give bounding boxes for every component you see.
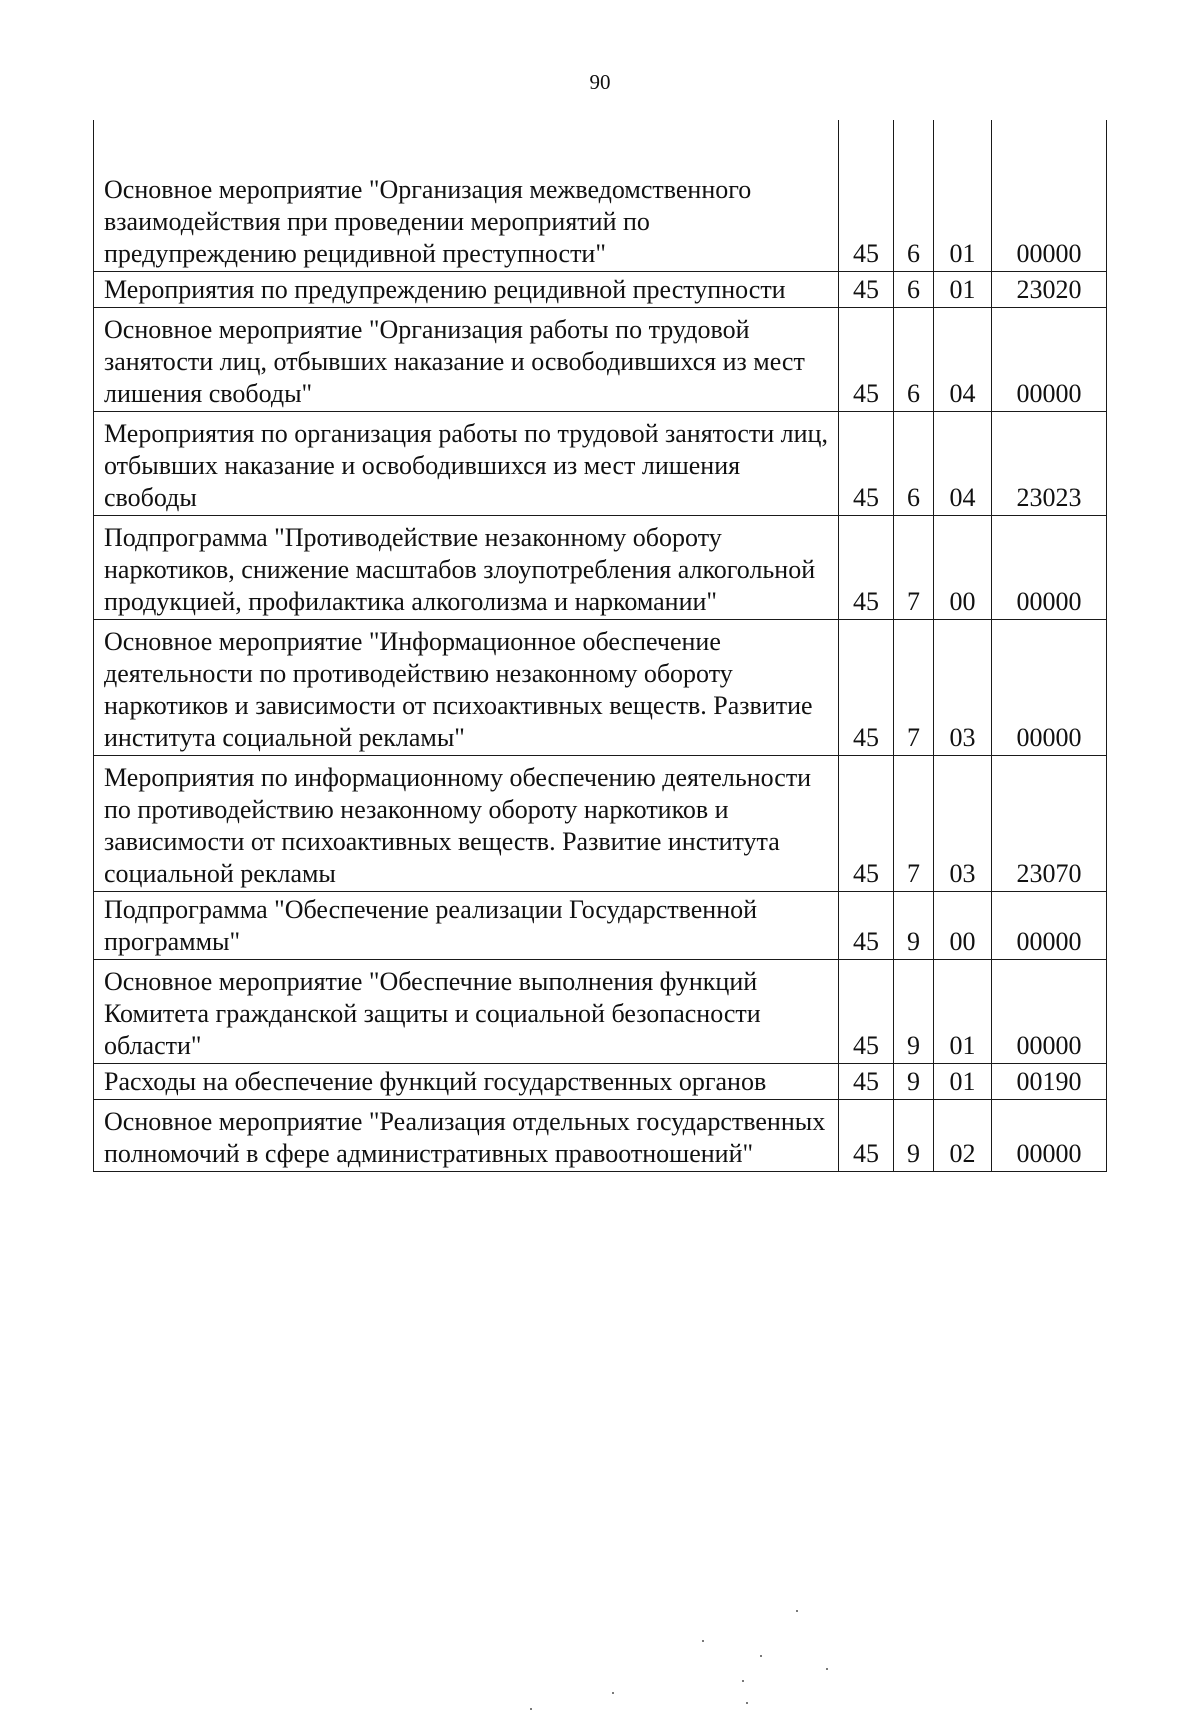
row-description: Мероприятия по информационному обеспечению деятельности по противодействию незаконному обороту наркотиков и зависимости от психоактивных веществ. Развитие института социальной рекламы	[94, 756, 839, 892]
code-cell: 04	[934, 308, 992, 412]
scan-speck	[530, 1708, 532, 1710]
table-row	[94, 272, 1107, 308]
code-cell: 00190	[992, 1064, 1107, 1100]
code-cell: 01	[934, 272, 992, 308]
code-cell: 7	[894, 620, 934, 756]
code-cell: 23020	[992, 272, 1107, 308]
table-row	[94, 620, 1107, 756]
table-row	[94, 960, 1107, 1064]
row-description: Мероприятия по организация работы по трудовой занятости лиц, отбывших наказание и освободившихся из мест лишения свободы	[94, 412, 839, 516]
code-cell: 9	[894, 892, 934, 960]
scan-speck	[760, 1655, 762, 1657]
scan-speck	[612, 1692, 614, 1694]
code-cell: 7	[894, 516, 934, 620]
code-cell: 45	[839, 412, 894, 516]
code-cell: 45	[839, 308, 894, 412]
code-cell: 00000	[992, 308, 1107, 412]
row-description: Основное мероприятие "Информационное обеспечение деятельности по противодействию незаконному обороту наркотиков и зависимости от психоактивных веществ. Развитие института социальной рекламы"	[94, 620, 839, 756]
code-cell: 45	[839, 516, 894, 620]
row-description: Подпрограмма "Обеспечение реализации Государственной программы"	[94, 892, 839, 960]
row-description: Мероприятия по предупреждению рецидивной преступности	[94, 272, 839, 308]
code-cell: 9	[894, 1064, 934, 1100]
scan-speck	[796, 1610, 798, 1612]
code-cell: 45	[839, 1100, 894, 1172]
code-cell: 04	[934, 412, 992, 516]
code-cell: 9	[894, 960, 934, 1064]
code-cell: 45	[839, 120, 894, 272]
code-cell: 03	[934, 620, 992, 756]
code-cell: 6	[894, 272, 934, 308]
scan-speck	[746, 1702, 748, 1704]
code-cell: 23023	[992, 412, 1107, 516]
table-row	[94, 892, 1107, 960]
page-number: 90	[589, 70, 611, 94]
code-cell: 45	[839, 892, 894, 960]
table-row	[94, 412, 1107, 516]
table-row	[94, 756, 1107, 892]
code-cell: 00	[934, 892, 992, 960]
code-cell: 45	[839, 620, 894, 756]
row-description: Основное мероприятие "Организация межведомственного взаимодействия при проведении мероприятий по предупреждению рецидивной преступности"	[94, 120, 839, 272]
table-row	[94, 1064, 1107, 1100]
table-row	[94, 120, 1107, 272]
budget-classification-table	[93, 120, 1107, 1172]
scan-speck	[702, 1640, 704, 1642]
code-cell: 01	[934, 1064, 992, 1100]
code-cell: 00000	[992, 960, 1107, 1064]
row-description: Основное мероприятие "Организация работы по трудовой занятости лиц, отбывших наказание и освободившихся из мест лишения свободы"	[94, 308, 839, 412]
code-cell: 00	[934, 516, 992, 620]
code-cell: 03	[934, 756, 992, 892]
code-cell: 6	[894, 412, 934, 516]
code-cell: 6	[894, 308, 934, 412]
code-cell: 00000	[992, 516, 1107, 620]
code-cell: 9	[894, 1100, 934, 1172]
code-cell: 01	[934, 120, 992, 272]
code-cell: 02	[934, 1100, 992, 1172]
code-cell: 6	[894, 120, 934, 272]
code-cell: 00000	[992, 120, 1107, 272]
code-cell: 45	[839, 272, 894, 308]
table-row	[94, 1100, 1107, 1172]
code-cell: 7	[894, 756, 934, 892]
code-cell: 00000	[992, 1100, 1107, 1172]
code-cell: 45	[839, 756, 894, 892]
code-cell: 23070	[992, 756, 1107, 892]
row-description: Основное мероприятие "Реализация отдельных государственных полномочий в сфере административных правоотношений"	[94, 1100, 839, 1172]
code-cell: 45	[839, 960, 894, 1064]
table-row	[94, 308, 1107, 412]
scan-speck	[826, 1668, 828, 1670]
code-cell: 01	[934, 960, 992, 1064]
scan-speck	[742, 1680, 744, 1682]
code-cell: 00000	[992, 892, 1107, 960]
row-description: Основное мероприятие "Обеспечние выполнения функций Комитета гражданской защиты и социальной безопасности области"	[94, 960, 839, 1064]
table-row	[94, 516, 1107, 620]
row-description: Подпрограмма "Противодействие незаконному обороту наркотиков, снижение масштабов злоупотребления алкогольной продукцией, профилактика алкоголизма и наркомании"	[94, 516, 839, 620]
row-description: Расходы на обеспечение функций государственных органов	[94, 1064, 839, 1100]
code-cell: 00000	[992, 620, 1107, 756]
code-cell: 45	[839, 1064, 894, 1100]
